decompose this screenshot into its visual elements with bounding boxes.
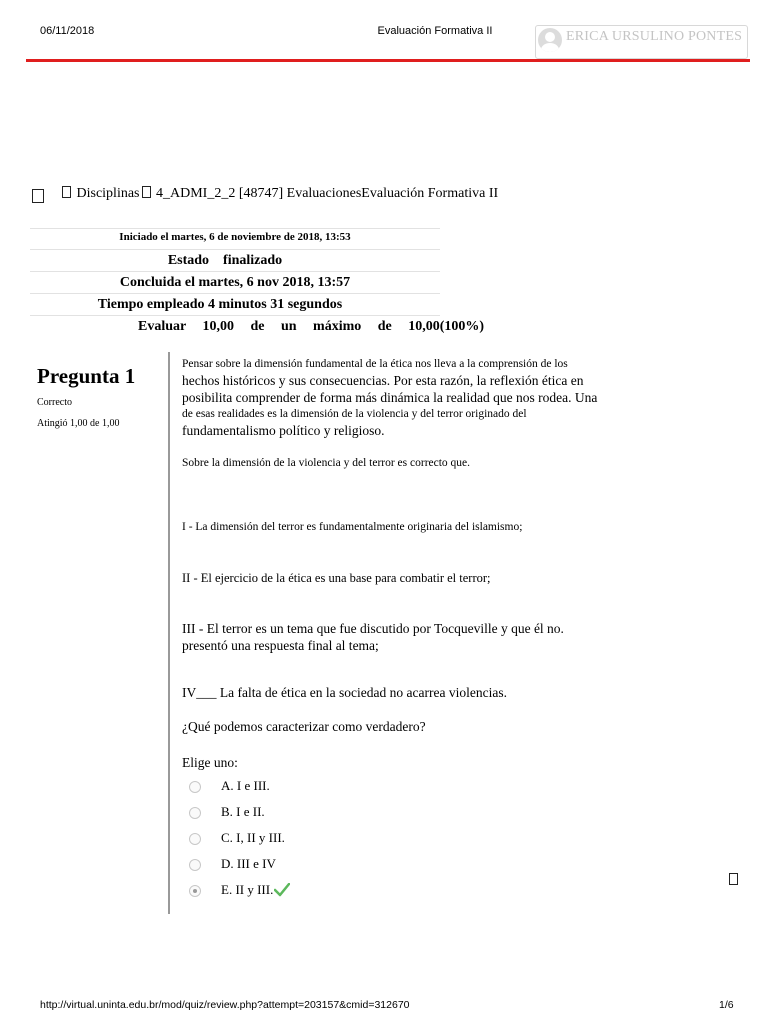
option-label[interactable] xyxy=(221,882,290,898)
breadcrumb-item-disciplinas[interactable]: Disciplinas xyxy=(76,186,140,201)
statement-2: II - El ejercicio de la ética es una base para combatir el terror; xyxy=(182,571,491,585)
question-info xyxy=(37,364,162,429)
attempt-summary xyxy=(30,228,485,337)
radio-checked-icon[interactable] xyxy=(189,885,201,897)
grade-row: Evaluar 10,00 de un máximo de 10,00(100%) xyxy=(30,315,440,337)
finished-row: Concluida el martes, 6 nov 2018, 13:57 xyxy=(30,271,440,293)
radio-icon[interactable] xyxy=(189,833,201,845)
option-label[interactable]: B. I e II. xyxy=(221,804,265,819)
radio-icon[interactable] xyxy=(189,859,201,871)
state-row xyxy=(30,249,440,271)
question-grade: Atingió 1,00 de 1,00 xyxy=(37,418,120,429)
avatar-icon[interactable] xyxy=(538,28,562,52)
question-state: Correcto xyxy=(37,397,72,408)
option-label[interactable]: C. I, II y III. xyxy=(221,830,285,845)
breadcrumb xyxy=(60,186,498,202)
option-label[interactable]: A. I e III. xyxy=(221,778,270,793)
radio-icon[interactable] xyxy=(189,807,201,819)
question-text xyxy=(182,356,612,439)
breadcrumb-item-current[interactable]: Evaluación Formativa II xyxy=(361,186,499,201)
state-label: Estado xyxy=(167,253,210,268)
print-url: http://virtual.uninta.edu.br/mod/quiz/review.php?attempt=203157&cmid=312670 xyxy=(40,999,410,1011)
print-title: Evaluación Formativa II xyxy=(377,25,493,37)
statement-3: III - El terror es un tema que fue discutido por Tocqueville y que él no. presentó una respuesta final al tema; xyxy=(182,621,564,653)
print-date: 06/11/2018 xyxy=(40,25,95,37)
nav-toggle-icon[interactable] xyxy=(32,189,44,203)
option-label-text[interactable]: E. II y III. xyxy=(221,882,274,897)
question-divider xyxy=(168,352,170,914)
breadcrumb-item-course[interactable]: 4_ADMI_2_2 [48747] xyxy=(156,186,284,201)
question-ask: ¿Qué podemos caracterizar como verdadero? xyxy=(182,719,426,734)
time-row: Tiempo empleado 4 minutos 31 segundos xyxy=(30,293,440,315)
option-label[interactable]: D. III e IV xyxy=(221,856,276,871)
radio-icon[interactable] xyxy=(189,781,201,793)
question-number: Pregunta 1 xyxy=(37,364,136,388)
question-text-line: de esas realidades es la dimensión de la violencia y del terror originado del xyxy=(182,408,527,420)
print-page-number: 1/6 xyxy=(719,999,734,1011)
question-text-line: fundamentalismo político y religioso. xyxy=(182,423,385,438)
choose-label: Elige uno: xyxy=(182,755,238,770)
question-text-line: hechos históricos y sus consecuencias. Por esta razón, la reflexión ética en xyxy=(182,373,584,388)
header-divider xyxy=(26,59,750,62)
question-prompt: Sobre la dimensión de la violencia y del terror es correcto que. xyxy=(182,457,471,469)
home-icon xyxy=(62,186,71,198)
question-text-line: Pensar sobre la dimensión fundamental de la ética nos lleva a la comprensión de los xyxy=(182,358,568,370)
question-text-line: posibilita comprender de forma más dinámica la realidad que nos rodea. Una xyxy=(182,390,598,405)
checkmark-icon xyxy=(274,883,290,897)
user-name[interactable]: ERICA URSULINO PONTES xyxy=(566,29,743,44)
statement-1: I - La dimensión del terror es fundamentalmente originaria del islamismo; xyxy=(182,521,523,533)
state-value: finalizado xyxy=(223,253,283,268)
flag-icon[interactable] xyxy=(729,873,738,885)
separator-icon xyxy=(142,186,151,198)
breadcrumb-item-evaluaciones[interactable]: Evaluaciones xyxy=(286,186,362,201)
statement-4: IV___ La falta de ética en la sociedad no acarrea violencias. xyxy=(182,685,507,700)
started-row: Iniciado el martes, 6 de noviembre de 2018, 13:53 xyxy=(30,228,440,249)
